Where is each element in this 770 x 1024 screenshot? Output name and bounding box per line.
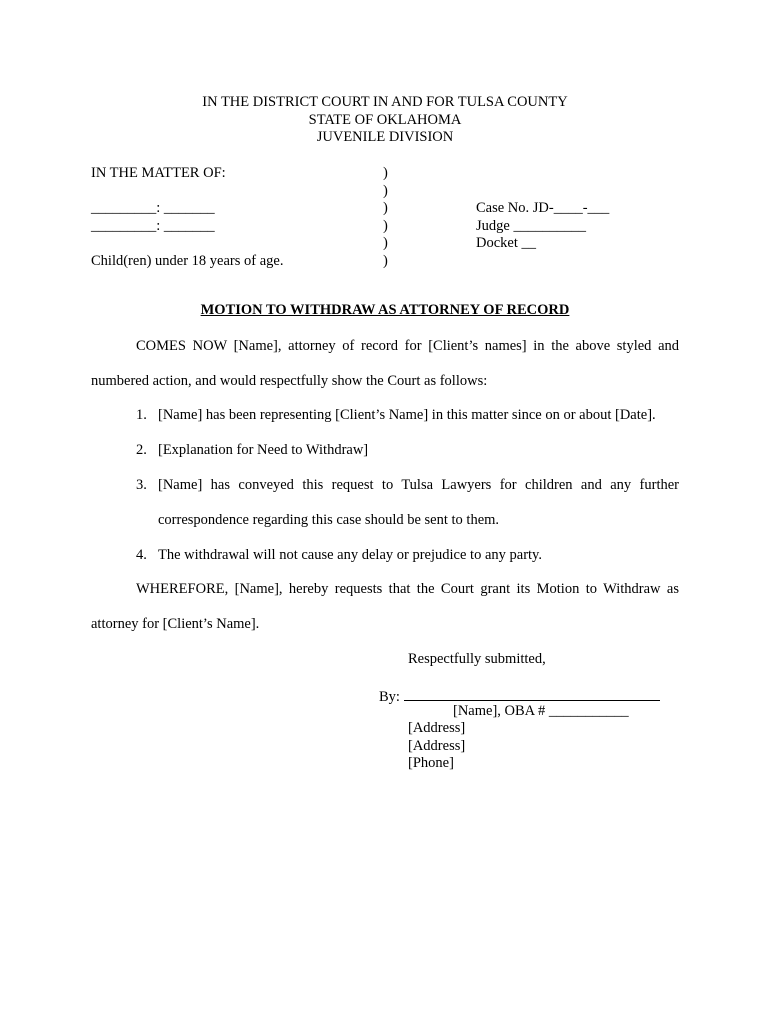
by-label: By: [379, 689, 400, 705]
court-name: IN THE DISTRICT COURT IN AND FOR TULSA COUNTY [202, 94, 568, 110]
case-details [476, 200, 609, 253]
list-number: 3. [136, 477, 147, 493]
party-line-2: _________: _______ [91, 217, 215, 234]
court-header [0, 94, 770, 147]
list-item [136, 538, 679, 573]
attorney-name-line: [Name], OBA # ___________ [453, 703, 629, 719]
list-number: 2. [136, 442, 147, 458]
respectfully-submitted: Respectfully submitted, [408, 651, 546, 667]
paren: ) [383, 252, 388, 269]
case-number: Case No. JD-____-___ [476, 200, 610, 216]
list-item [136, 468, 679, 538]
phone-line: [Phone] [408, 755, 454, 771]
children-note: Child(ren) under 18 years of age. [91, 252, 284, 269]
paren: ) [383, 217, 388, 234]
list-item [136, 398, 679, 433]
list-item [136, 433, 679, 468]
paren: ) [383, 200, 388, 216]
matter-label: IN THE MATTER OF: [91, 165, 226, 181]
numbered-list [136, 398, 679, 573]
list-number: 4. [136, 547, 147, 563]
list-text: The withdrawal will not cause any delay or prejudice to any party. [158, 547, 542, 563]
wherefore-paragraph: WHEREFORE, [Name], hereby requests that the Court grant its Motion to Withdraw as attorney for [Client’s Name]. [91, 581, 679, 632]
judge-line: Judge __________ [476, 217, 586, 234]
list-text: [Explanation for Need to Withdraw] [158, 442, 369, 458]
division-name: JUVENILE DIVISION [316, 129, 454, 145]
address-line-1: [Address] [408, 720, 466, 736]
signature-blank [404, 686, 660, 701]
list-text: [Name] has conveyed this request to Tulsa Lawyers for children and any further correspondence regarding this case should be sent to them. [158, 477, 679, 528]
caption-parties [91, 165, 283, 270]
motion-title: MOTION TO WITHDRAW AS ATTORNEY OF RECORD [200, 302, 570, 318]
paren: ) [383, 165, 388, 181]
intro-paragraph: COMES NOW [Name], attorney of record for [Client’s names] in the above styled and numbered action, and would respectfully show the Court as follows: [91, 338, 679, 389]
list-number: 1. [136, 407, 147, 423]
state-name: STATE OF OKLAHOMA [308, 111, 462, 128]
address-line-2: [Address] [408, 737, 466, 754]
caption-parens [383, 165, 388, 270]
party-line-1: _________: _______ [91, 200, 215, 216]
attorney-contact [408, 720, 465, 773]
paren: ) [383, 235, 388, 251]
docket-line: Docket __ [476, 235, 536, 251]
paren: ) [383, 182, 388, 199]
list-text: [Name] has been representing [Client’s Name] in this matter since on or about [Date]. [158, 407, 656, 423]
